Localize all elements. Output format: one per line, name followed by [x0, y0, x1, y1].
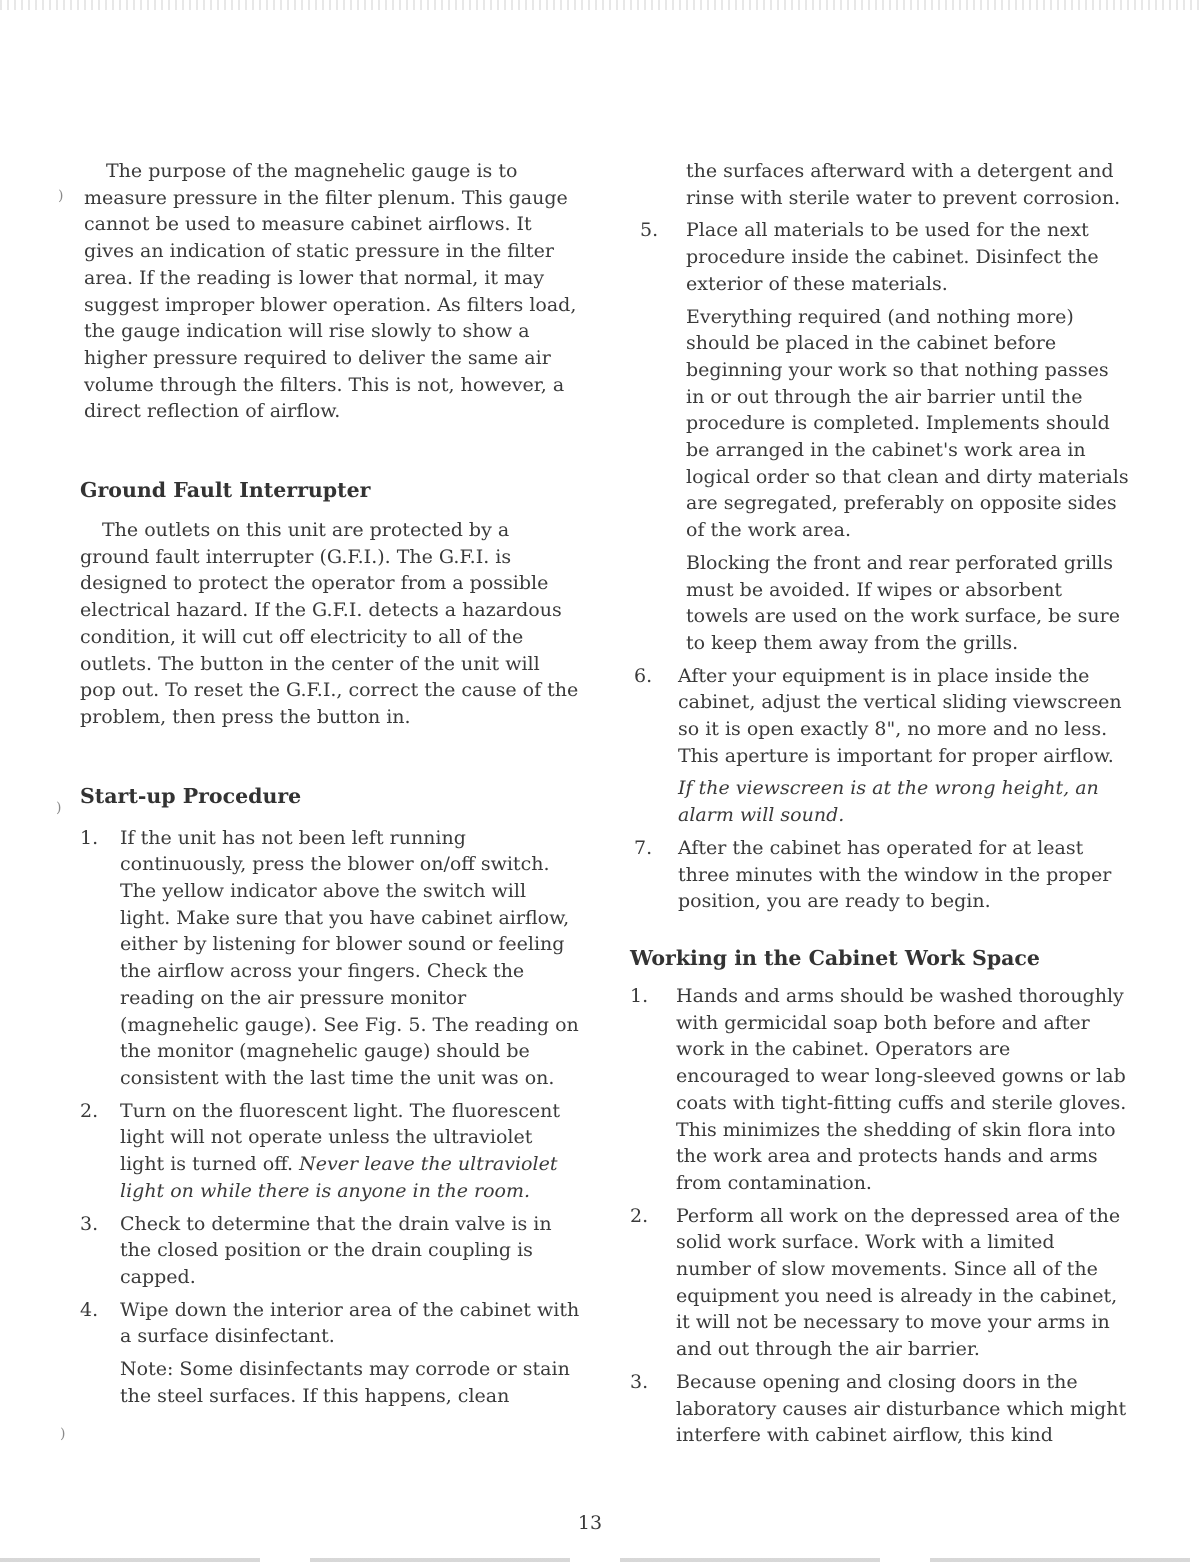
- gfi-heading: Ground Fault Interrupter: [80, 478, 371, 503]
- margin-mark: ): [58, 188, 64, 204]
- step-number: 2.: [630, 1204, 649, 1227]
- step-text: After the cabinet has operated for at least three minutes with the window in the proper position, you are ready to begin.: [678, 836, 1112, 913]
- left-column: [80, 158, 580, 1409]
- step-text: Check to determine that the drain valve is in the closed position or the drain coupling is capped.: [120, 1212, 552, 1288]
- startup-heading: Start-up Procedure: [80, 783, 302, 808]
- step-number: 1.: [80, 826, 99, 849]
- step-text: Wipe down the interior area of the cabinet with a surface disinfectant.: [120, 1298, 580, 1348]
- step-number: 5.: [640, 219, 659, 242]
- uv-warning: Never leave the ultraviolet light on while there is anyone in the room.: [120, 1153, 558, 1202]
- working-step-3: [630, 1369, 1130, 1449]
- step-5-detail-2: Blocking the front and rear perforated grills must be avoided. If wipes or absorbent towels are used on the work surface, be sure to keep them away from the grills.: [686, 551, 1120, 654]
- magnehelic-paragraph: The purpose of the magnehelic gauge is to measure pressure in the filter plenum. This gauge cannot be used to measure cabinet airflows. It gives an indication of static pressure in the filter area. If the reading is lower that normal, it may suggest improper blower operation. As filters load, the gauge indication will rise slowly to show a higher pressure required to deliver the same air volume through the filters. This is not, however, a direct reflection of airflow.: [84, 160, 577, 423]
- working-step-1: [630, 983, 1130, 1197]
- step-text: Place all materials to be used for the next procedure inside the cabinet. Disinfect the exterior of these materials.: [686, 219, 1099, 295]
- step-5-detail-1: Everything required (and nothing more) should be placed in the cabinet before beginning your work so that nothing passes in or out through the air barrier until the procedure is completed. Implements should be arranged in the cabinet's work area in logical order so that clean and dirty materials are segregated, preferably on opposite sides of the work area.: [686, 305, 1129, 542]
- step-text: Perform all work on the depressed area of the solid work surface. Work with a limited number of slow movements. Since all of the equipment you need is already in the cabinet, it will not be necessary to move your arms in and out through the air barrier.: [676, 1204, 1121, 1361]
- page-number: 13: [577, 1512, 603, 1534]
- gfi-paragraph: The outlets on this unit are protected by a ground fault interrupter (G.F.I.). The G.F.I. is designed to protect the operator from a possible electrical hazard. If the G.F.I. detects a hazardous condition, it will cut off electricity to all of the outlets. The button in the center of the unit will pop out. To reset the G.F.I., correct the cause of the problem, then press the button in.: [80, 519, 579, 728]
- step-number: 3.: [80, 1212, 99, 1235]
- margin-mark: ): [56, 800, 62, 816]
- startup-step-2: [80, 1098, 580, 1205]
- margin-mark: ): [60, 1426, 66, 1442]
- working-heading: Working in the Cabinet Work Space: [630, 945, 1040, 970]
- step-text: Because opening and closing doors in the laboratory causes air disturbance which might interfere with cabinet airflow, this kind: [676, 1370, 1127, 1447]
- step-text: [120, 1098, 580, 1205]
- startup-step-5: [630, 217, 1130, 656]
- viewscreen-warning: If the viewscreen is at the wrong height, an alarm will sound.: [678, 777, 1099, 827]
- step-text: After your equipment is in place inside the cabinet, adjust the vertical sliding viewscreen so it is open exactly 8", no more and no less. This aperture is important for proper airflow.: [678, 664, 1122, 767]
- step-text: Hands and arms should be washed thoroughly with germicidal soap both before and after work in the cabinet. Operators are encouraged to wear long-sleeved gowns or lab coats with tight-fitting cuffs and sterile gloves. This minimizes the shedding of skin flora into the work area and protects hands and arms from contamination.: [676, 984, 1127, 1194]
- startup-step-6: [630, 663, 1130, 829]
- page-top-edge: [0, 0, 1199, 10]
- page-bottom-edge: [0, 1558, 1199, 1562]
- step-text-body: Turn on the fluorescent light. The fluorescent light will not operate unless the ultraviolet light is turned off.: [120, 1099, 561, 1176]
- step-number: 6.: [634, 664, 653, 687]
- working-step-2: [630, 1203, 1130, 1363]
- startup-step-7: [630, 835, 1130, 915]
- step-text: If the unit has not been left running continuously, press the blower on/off switch. The yellow indicator above the switch will light. Make sure that you have cabinet airflow, either by listening for blower sound or feeling the airflow across your fingers. Check the reading on the air pressure monitor (magnehelic gauge). See Fig. 5. The reading on the monitor (magnehelic gauge) should be consistent with the last time the unit was on.: [120, 826, 579, 1089]
- step-number: 2.: [80, 1099, 99, 1122]
- continuation-text: the surfaces afterward with a detergent and rinse with sterile water to prevent corrosion.: [686, 160, 1121, 209]
- startup-step-3: [80, 1211, 580, 1291]
- step-number: 3.: [630, 1370, 649, 1393]
- right-column: [630, 158, 1130, 1449]
- step-number: 1.: [630, 984, 649, 1007]
- startup-step-4: [80, 1297, 580, 1410]
- step-number: 4.: [80, 1298, 99, 1321]
- startup-step-1: [80, 825, 580, 1092]
- disinfectant-note: Note: Some disinfectants may corrode or stain the steel surfaces. If this happens, clean: [120, 1358, 570, 1407]
- step-number: 7.: [634, 836, 653, 859]
